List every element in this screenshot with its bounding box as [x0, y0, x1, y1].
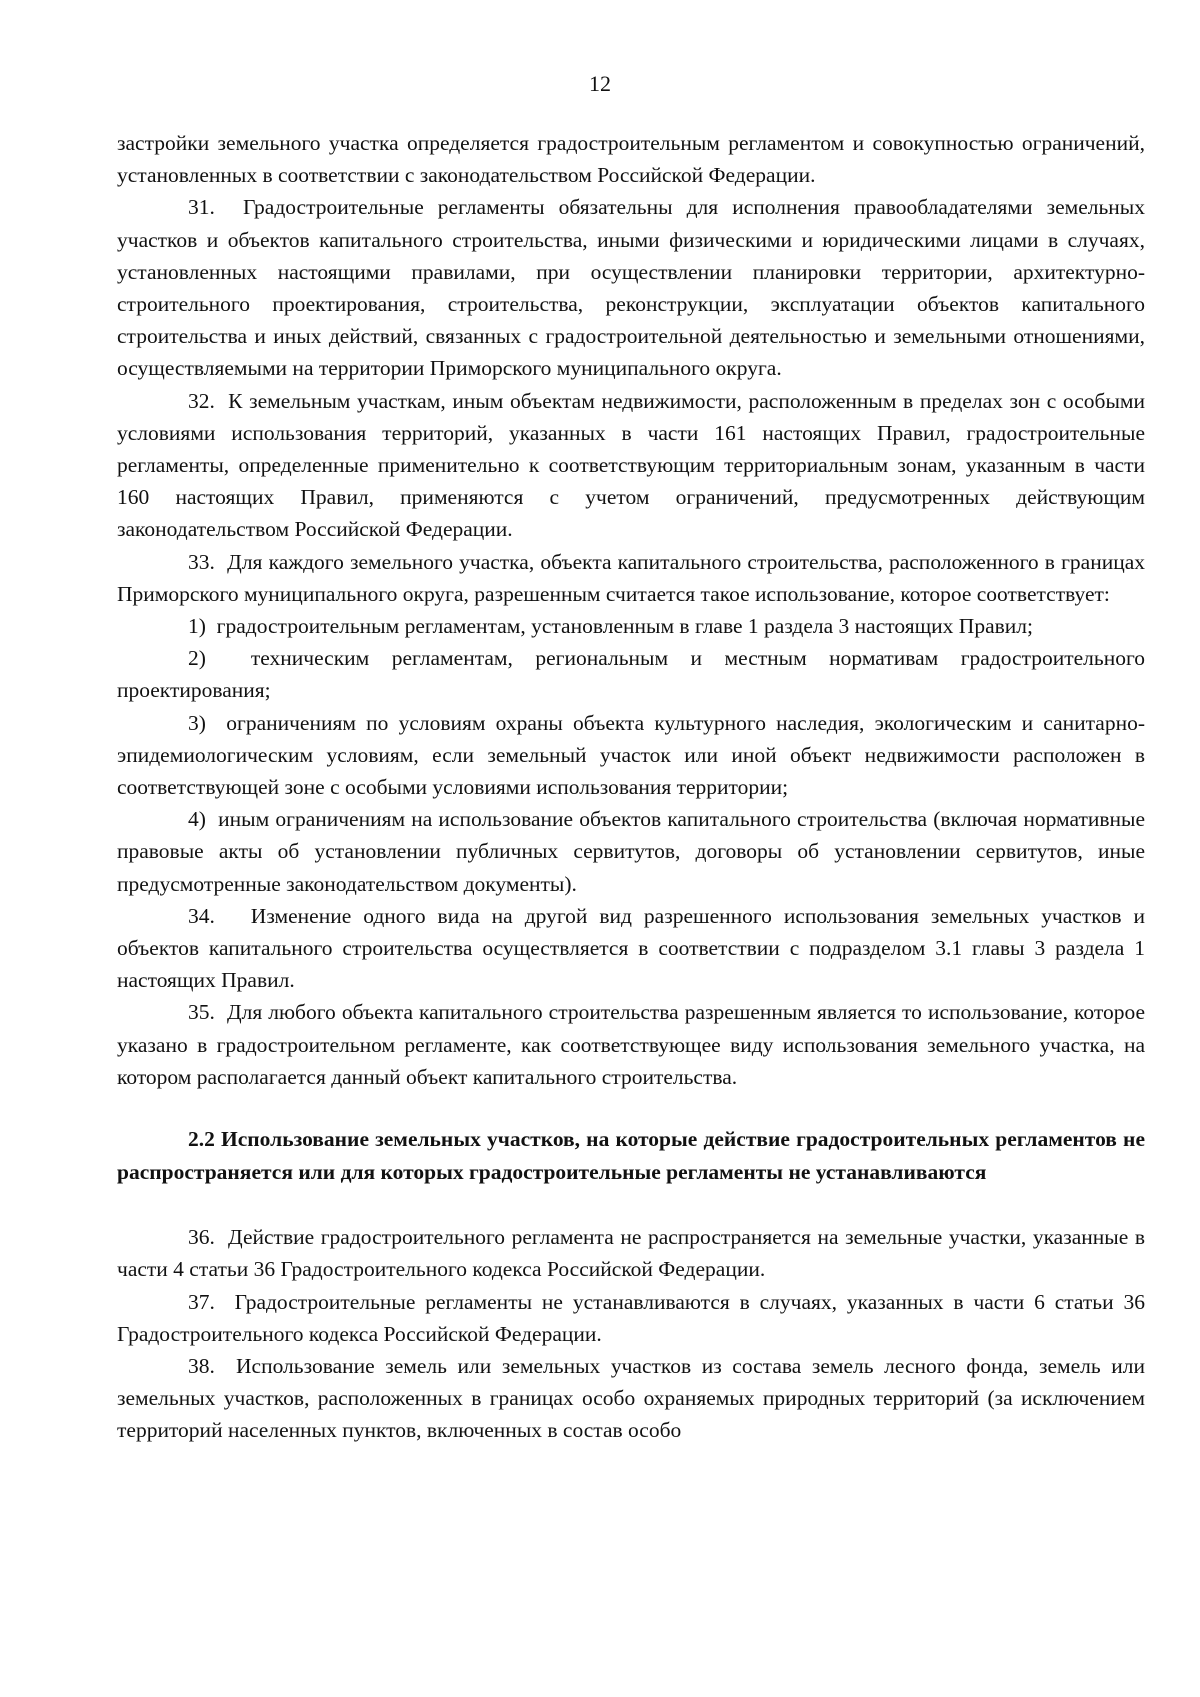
- paragraph-32: 32. К земельным участкам, иным объектам недвижимости, расположенным в пределах зон с особыми условиями использования территорий, указанных в части 161 настоящих Правил, градостроительные регламенты, определенные применительно к соответствующим территориальным зонам, указанным в части 160 настоящих Правил, применяются с учетом ограничений, предусмотренных действующим законодательством Российской Федерации.: [117, 388, 1145, 542]
- paragraph-37: 37. Градостроительные регламенты не устанавливаются в случаях, указанных в части 6 статьи 36 Градостроительного кодекса Российской Федерации.: [117, 1289, 1145, 1346]
- document-body: [117, 127, 1145, 1447]
- paragraph-34: 34. Изменение одного вида на другой вид разрешенного использования земельных участков и объектов капитального строительства осуществляется в соответствии с подразделом 3.1 главы 3 раздела 1 настоящих Правил.: [117, 903, 1145, 993]
- list-item-3: 3) ограничениям по условиям охраны объекта культурного наследия, экологическим и санитарно-эпидемиологическим условиям, если земельный участок или иной объект недвижимости расположен в соответствующей зоне с особыми условиями использования территории;: [117, 710, 1145, 800]
- paragraph-35: 35. Для любого объекта капитального строительства разрешенным является то использование, которое указано в градостроительном регламенте, как соответствующее виду использования земельного участка, на котором располагается данный объект капитального строительства.: [117, 1000, 1145, 1089]
- paragraph-36: 36. Действие градостроительного регламента не распространяется на земельные участки, указанные в части 4 статьи 36 Градостроительного кодекса Российской Федерации.: [117, 1225, 1145, 1282]
- list-item-2: 2) техническим регламентам, региональным и местным нормативам градостроительного проектирования;: [117, 646, 1145, 703]
- paragraph-33: 33. Для каждого земельного участка, объекта капитального строительства, расположенного в границах Приморского муниципального округа, разрешенным считается такое использование, которое соответствует:: [117, 549, 1145, 606]
- paragraph-30-continuation: застройки земельного участка определяется градостроительным регламентом и совокупностью ограничений, установленных в соответствии с законодательством Российской Федерации.: [117, 131, 1145, 188]
- list-item-4: 4) иным ограничениям на использование объектов капитального строительства (включая нормативные правовые акты об установлении публичных сервитутов, договоры об установлении сервитутов, иные предусмотренные законодательством документы).: [117, 807, 1145, 896]
- paragraph-31: 31. Градостроительные регламенты обязательны для исполнения правообладателями земельных участков и объектов капитального строительства, иными физическими и юридическими лицами в случаях, установленных настоящими правилами, при осуществлении планировки территории, архитектурно-строительного проектирования, строительства, реконструкции, эксплуатации объектов капитального строительства и иных действий, связанных с градостроительной деятельностью и земельными отношениями, осуществляемыми на территории Приморского муниципального округа.: [117, 195, 1145, 381]
- list-item-1: 1) градостроительным регламентам, установленным в главе 1 раздела 3 настоящих Правил;: [188, 614, 1033, 639]
- section-heading: 2.2 Использование земельных участков, на которые действие градостроительных регламентов не распространяется или для которых градостроительные регламенты не устанавливаются: [117, 1127, 1145, 1185]
- page-number: 12: [589, 71, 611, 96]
- paragraph-38: 38. Использование земель или земельных участков из состава земель лесного фонда, земель или земельных участков, расположенных в границах особо охраняемых природных территорий (за исключением территорий населенных пунктов, включенных в состав особо: [117, 1353, 1145, 1443]
